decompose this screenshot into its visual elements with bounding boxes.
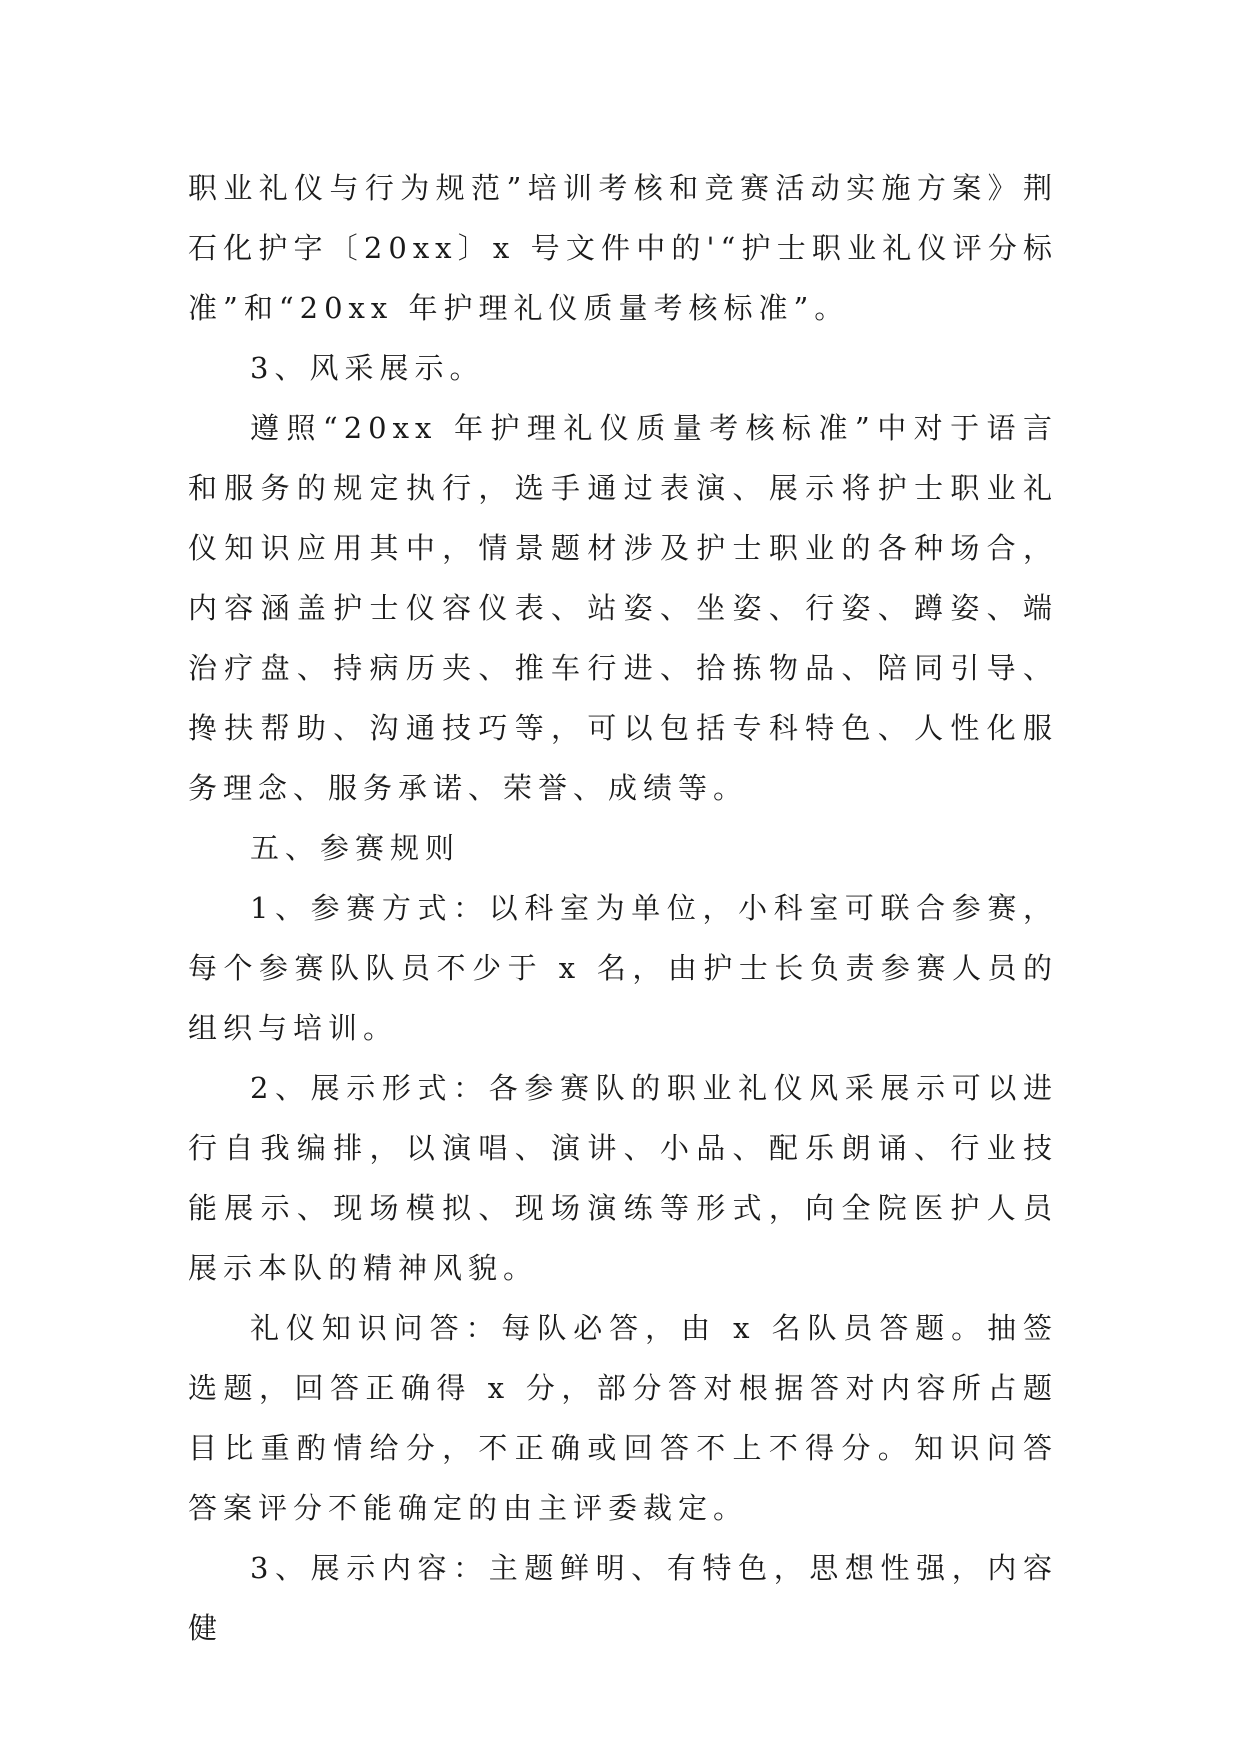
- paragraph-display-content: 3、展示内容：主题鲜明、有特色，思想性强，内容健: [188, 1551, 1058, 1645]
- paragraph-display-form: 2、展示形式：各参赛队的职业礼仪风采展示可以进行自我编排，以演唱、演讲、小品、配乐朗诵、行业技能展示、现场模拟、现场演练等形式，向全院医护人员展示本队的精神风貌。: [188, 1071, 1058, 1285]
- paragraph-style-display-detail: 遵照“20xx 年护理礼仪质量考核标准”中对于语言和服务的规定执行，选手通过表演、展示将护士职业礼仪知识应用其中，情景题材涉及护士职业的各种场合，内容涵盖护士仪容仪表、站姿、坐姿、行姿、蹲姿、端治疗盘、持病历夹、推车行进、拾拣物品、陪同引导、搀扶帮助、沟通技巧等，可以包括专科特色、人性化服务理念、服务承诺、荣誉、成绩等。: [188, 411, 1058, 805]
- section-heading-rules: 五、参赛规则: [250, 831, 461, 865]
- paragraph-etiquette-quiz: 礼仪知识问答：每队必答，由 x 名队员答题。抽签选题，回答正确得 x 分，部分答对根据答对内容所占题目比重酌情给分，不正确或回答不上不得分。知识问答答案评分不能确定的由主评委裁定。: [188, 1311, 1058, 1525]
- document-body: [188, 158, 1058, 1658]
- paragraph-heading-style-display: 3、风采展示。: [250, 351, 485, 385]
- paragraph-continuation: 职业礼仪与行为规范”培训考核和竞赛活动实施方案》荆石化护字〔20xx〕x 号文件中的'“护士职业礼仪评分标准”和“20xx 年护理礼仪质量考核标准”。: [188, 171, 1058, 325]
- paragraph-participation-method: 1、参赛方式：以科室为单位，小科室可联合参赛，每个参赛队队员不少于 x 名，由护士长负责参赛人员的组织与培训。: [188, 891, 1058, 1045]
